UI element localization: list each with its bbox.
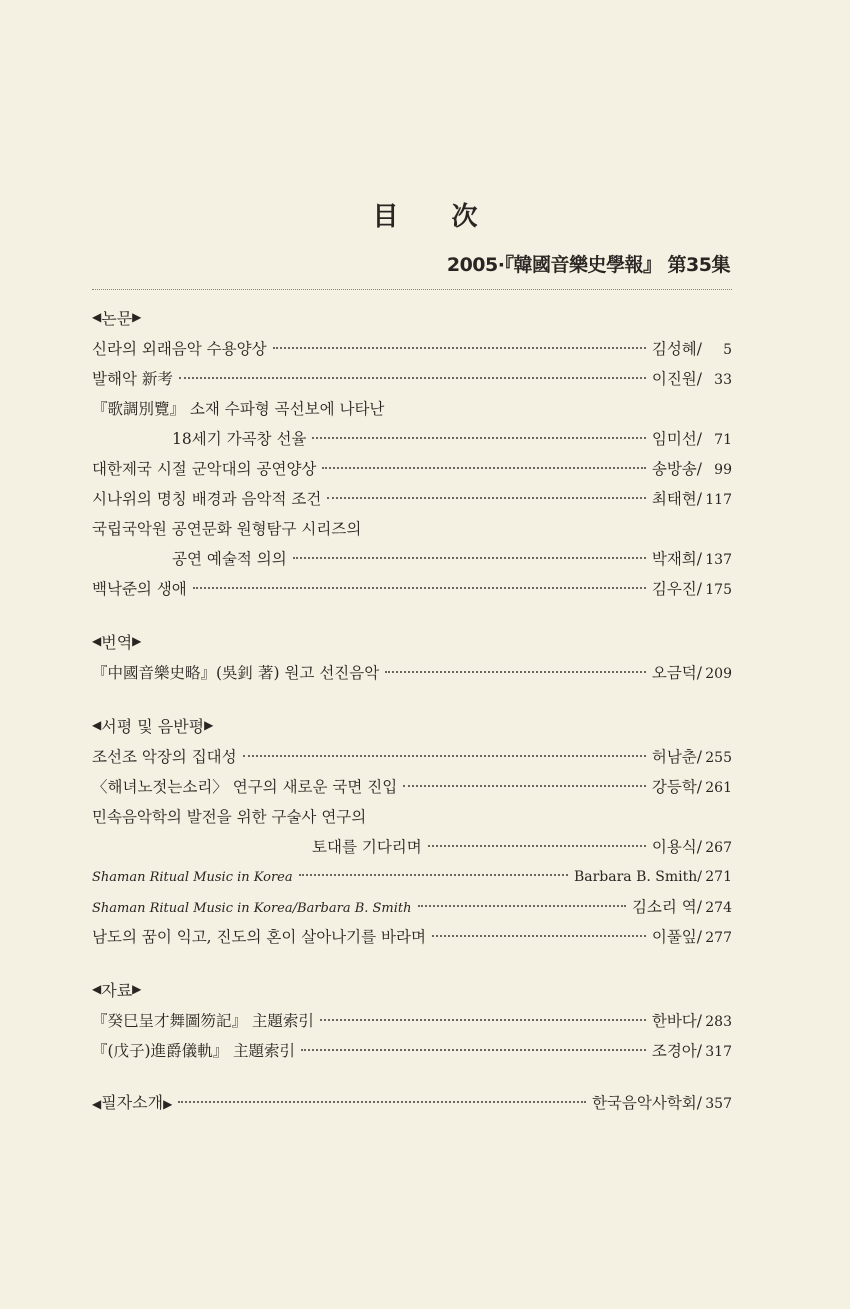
entry-author: 허남춘/ (651, 748, 702, 766)
entry-author: 이용식/ (651, 838, 702, 856)
page-title: 目 次 (372, 202, 500, 232)
dot-leader (385, 671, 646, 673)
entry-page: 261 (705, 780, 732, 796)
entry-author: 한바다/ (651, 1012, 702, 1030)
triangle-left-icon: ◀ (92, 634, 102, 648)
entry-author: 김소리 역/ (631, 898, 702, 916)
entry-author: 송방송/ (651, 460, 702, 478)
triangle-left-icon: ◀ (92, 982, 102, 996)
entry-title: 남도의 꿈이 익고, 진도의 혼이 살아나기를 바라며 (92, 928, 426, 946)
entry-page: 137 (705, 552, 732, 568)
dot-leader (320, 1019, 646, 1021)
dot-leader (179, 377, 646, 379)
triangle-right-icon: ▶ (132, 982, 142, 996)
section-heading: ◀ 논문 ▶ (92, 308, 142, 328)
entry-title-line1[interactable]: 『歌調別覽』 소재 수파형 곡선보에 나타난 (92, 400, 385, 418)
entry-title: 시나위의 명칭 배경과 음악적 조건 (92, 490, 322, 508)
toc-entry[interactable] (92, 658, 732, 688)
toc-entry[interactable] (92, 922, 732, 952)
entry-page: 271 (705, 869, 732, 885)
triangle-right-icon: ▶ (132, 634, 142, 648)
dot-leader (301, 1049, 646, 1051)
entry-title: Shaman Ritual Music in Korea (92, 870, 293, 885)
entry-title: 대한제국 시절 군악대의 공연양상 (92, 460, 317, 478)
toc-entry[interactable] (92, 742, 732, 772)
contributors-entry[interactable] (92, 1086, 732, 1120)
entry-title: 조선조 악장의 집대성 (92, 748, 237, 766)
toc-entry[interactable] (92, 892, 732, 922)
entry-author: 오금덕/ (651, 664, 702, 682)
entry-title: 신라의 외래음악 수용양상 (92, 340, 267, 358)
dotted-divider (92, 289, 732, 290)
toc-entry[interactable] (92, 454, 732, 484)
entry-page: 277 (705, 930, 732, 946)
toc-entry[interactable] (92, 1036, 732, 1066)
entry-page: 267 (705, 840, 732, 856)
dot-leader (403, 785, 646, 787)
entry-page: 99 (714, 462, 732, 478)
entry-author: 강등학/ (651, 778, 702, 796)
toc-entry[interactable] (92, 772, 732, 802)
dot-leader (428, 845, 646, 847)
entry-author: 김성혜/ (651, 340, 702, 358)
entry-author: 조경아/ (651, 1042, 702, 1060)
entry-page: 283 (705, 1014, 732, 1030)
entry-page: 5 (723, 342, 732, 358)
dot-leader (243, 755, 646, 757)
section-heading: ◀ 서평 및 음반평 ▶ (92, 716, 214, 736)
triangle-left-icon: ◀ (92, 310, 102, 324)
entry-page: 71 (714, 432, 732, 448)
triangle-right-icon: ▶ (163, 1097, 173, 1111)
entry-title: 발해악 新考 (92, 370, 173, 388)
entry-title: 『(戊子)進爵儀軌』 主題索引 (92, 1042, 296, 1060)
dot-leader (299, 874, 568, 876)
entry-title: 토대를 기다리며 (312, 838, 422, 856)
entry-author: 이풀잎/ (651, 928, 702, 946)
entry-author: 최태현/ (651, 490, 702, 508)
entry-title: 18세기 가곡창 선율 (172, 430, 307, 448)
entry-page: 209 (705, 666, 732, 682)
section-heading: ◀ 번역 ▶ (92, 632, 142, 652)
entry-page: 274 (705, 900, 732, 916)
toc-entry[interactable] (92, 364, 732, 394)
toc-entry[interactable] (92, 544, 732, 574)
section-materials (92, 972, 732, 1066)
entry-author: Barbara B. Smith/ (573, 869, 702, 885)
entry-page: 175 (705, 582, 732, 598)
toc-entry[interactable] (92, 334, 732, 364)
dot-leader (432, 935, 646, 937)
entry-title: 공연 예술적 의의 (172, 550, 287, 568)
entry-author: 박재희/ (651, 550, 702, 568)
entry-author: 한국음악사학회/ (591, 1094, 702, 1112)
entry-page: 317 (705, 1044, 732, 1060)
triangle-right-icon: ▶ (132, 310, 142, 324)
entry-title: 『癸巳呈才舞圖笏記』 主題索引 (92, 1012, 314, 1030)
toc-entry[interactable] (92, 862, 732, 892)
toc-entry[interactable] (92, 484, 732, 514)
entry-title: 〈해녀노젓는소리〉 연구의 새로운 국면 진입 (92, 778, 398, 796)
entry-title-line1[interactable]: 민속음악학의 발전을 위한 구술사 연구의 (92, 808, 367, 826)
entry-title: 『中國音樂史略』(吳釗 著) 원고 선진음악 (92, 664, 380, 682)
entry-author: 이진원/ (651, 370, 702, 388)
section-papers (92, 300, 732, 604)
dot-leader (193, 587, 646, 589)
entry-page: 33 (714, 372, 732, 388)
dot-leader (418, 905, 626, 907)
entry-title: Shaman Ritual Music in Korea/Barbara B. Smith (92, 901, 412, 916)
entry-title-line1[interactable]: 국립국악원 공연문화 원형탐구 시리즈의 (92, 520, 362, 538)
dot-leader (327, 497, 646, 499)
entry-page: 117 (705, 492, 732, 508)
toc-content (92, 300, 732, 1120)
dot-leader (273, 347, 646, 349)
dot-leader (312, 437, 645, 439)
entry-page: 255 (705, 750, 732, 766)
toc-entry[interactable] (92, 574, 732, 604)
entry-title: 백낙준의 생애 (92, 580, 187, 598)
journal-subtitle: 2005·『韓國音樂史學報』 第35集 (446, 254, 730, 276)
toc-entry[interactable] (92, 832, 732, 862)
entry-author: 임미선/ (651, 430, 702, 448)
section-translation (92, 624, 732, 688)
entry-author: 김우진/ (651, 580, 702, 598)
entry-page: 357 (705, 1096, 732, 1112)
dot-leader (293, 557, 646, 559)
section-reviews (92, 708, 732, 952)
triangle-left-icon: ◀ (92, 1097, 102, 1111)
toc-entry[interactable] (92, 1006, 732, 1036)
triangle-right-icon: ▶ (204, 718, 214, 732)
dot-leader (322, 467, 645, 469)
triangle-left-icon: ◀ (92, 718, 102, 732)
section-heading: ◀ 자료 ▶ (92, 980, 142, 1000)
dot-leader (178, 1101, 586, 1103)
contributors-heading: 필자소개 (101, 1093, 164, 1112)
toc-entry[interactable] (92, 424, 732, 454)
